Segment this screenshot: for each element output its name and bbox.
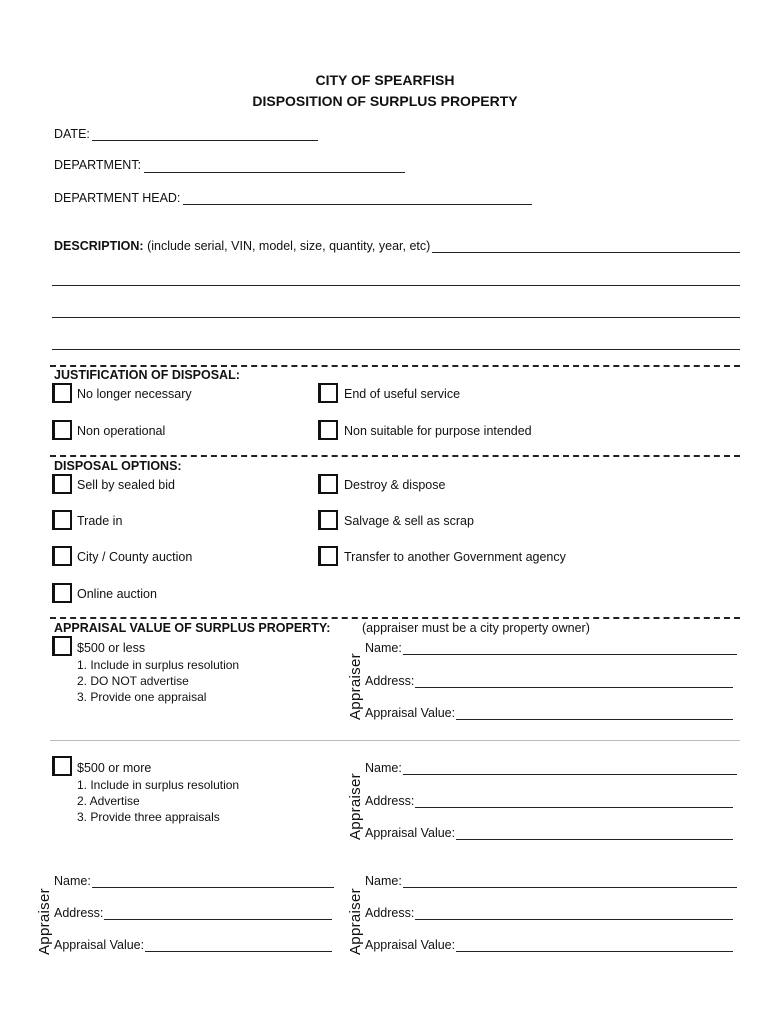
appraiser-name-field[interactable] [92,876,334,888]
form-title-city: CITY OF SPEARFISH [315,72,455,88]
description-title: DESCRIPTION: [54,239,144,253]
appraiser-address-field[interactable] [415,908,733,920]
section-divider [50,365,740,367]
disposal-heading: DISPOSAL OPTIONS: [54,459,182,473]
checkbox-500-or-less[interactable] [52,636,72,656]
appraiser-name-field[interactable] [403,876,737,888]
department-head-label: DEPARTMENT HEAD: [54,191,181,205]
appraiser-address-field[interactable] [415,676,733,688]
appraiser-address-field[interactable] [415,796,733,808]
description-line-1[interactable] [432,252,740,253]
appraiser-name-label: Name: [365,641,402,655]
option-label: Transfer to another Government agency [344,550,566,564]
checkbox-destroy-dispose[interactable] [318,474,338,494]
checkbox-non-suitable[interactable] [318,420,338,440]
department-head-field[interactable] [183,204,532,205]
description-line-3[interactable] [52,317,740,318]
appraiser-name-field[interactable] [403,763,737,775]
date-field[interactable] [92,140,318,141]
appraiser-side-label: Appraiser [347,773,364,840]
appraisal-heading: APPRAISAL VALUE OF SURPLUS PROPERTY: [54,621,331,635]
tier2-step: 2. Advertise [77,794,140,808]
appraiser-address-field[interactable] [104,908,332,920]
appraiser-name-row [365,641,737,655]
appraiser-value-row [54,938,332,952]
appraiser-address-row [365,674,733,688]
option-label: End of useful service [344,387,461,401]
tier1-label: $500 or less [77,641,146,655]
appraiser-side-label: Appraiser [347,653,364,720]
appraiser-value-label: Appraisal Value: [365,706,456,720]
description-label [54,239,430,253]
appraiser-name-label: Name: [365,761,402,775]
option-label: Salvage & sell as scrap [344,514,474,528]
appraiser-address-row [365,794,733,808]
option-label: Trade in [77,514,123,528]
date-label: DATE: [54,127,90,141]
checkbox-end-of-useful-service[interactable] [318,383,338,403]
checkbox-transfer-government[interactable] [318,546,338,566]
checkbox-trade-in[interactable] [52,510,72,530]
appraiser-side-label: Appraiser [347,888,364,955]
tier1-step: 3. Provide one appraisal [77,690,207,704]
appraiser-name-row [365,874,737,888]
description-line-2[interactable] [52,285,740,286]
appraiser-value-label: Appraisal Value: [365,826,456,840]
appraiser-address-label: Address: [365,794,415,808]
appraiser-address-label: Address: [54,906,104,920]
department-field[interactable] [144,172,405,173]
appraiser-value-field[interactable] [456,708,733,720]
option-label: Destroy & dispose [344,478,446,492]
appraiser-name-label: Name: [54,874,91,888]
description-line-4[interactable] [52,349,740,350]
tier2-step: 3. Provide three appraisals [77,810,220,824]
option-label: Sell by sealed bid [77,478,175,492]
appraiser-address-row [365,906,733,920]
appraiser-name-label: Name: [365,874,402,888]
appraiser-value-row [365,938,733,952]
appraiser-name-row [365,761,737,775]
appraiser-side-label: Appraiser [36,888,53,955]
appraiser-value-row [365,826,733,840]
appraiser-value-row [365,706,733,720]
appraiser-address-row [54,906,332,920]
checkbox-salvage-scrap[interactable] [318,510,338,530]
section-divider [50,455,740,457]
form-title-disposition: DISPOSITION OF SURPLUS PROPERTY [252,93,518,109]
tier2-label: $500 or more [77,761,152,775]
option-label: Non suitable for purpose intended [344,424,532,438]
checkbox-online-auction[interactable] [52,583,72,603]
appraiser-value-field[interactable] [145,940,332,952]
tier1-step: 1. Include in surplus resolution [77,658,240,672]
section-divider [50,617,740,619]
appraisal-note: (appraiser must be a city property owner) [362,621,590,635]
appraiser-name-row [54,874,334,888]
option-label: City / County auction [77,550,193,564]
appraiser-address-label: Address: [365,906,415,920]
department-label: DEPARTMENT: [54,158,142,172]
checkbox-non-operational[interactable] [52,420,72,440]
justification-heading: JUSTIFICATION OF DISPOSAL: [54,368,240,382]
option-label: No longer necessary [77,387,192,401]
tier-separator [50,740,740,741]
checkbox-city-county-auction[interactable] [52,546,72,566]
tier1-step: 2. DO NOT advertise [77,674,189,688]
appraiser-value-label: Appraisal Value: [365,938,456,952]
checkbox-sealed-bid[interactable] [52,474,72,494]
description-hint: (include serial, VIN, model, size, quantity, year, etc) [143,239,431,253]
checkbox-no-longer-necessary[interactable] [52,383,72,403]
tier2-step: 1. Include in surplus resolution [77,778,240,792]
option-label: Non operational [77,424,166,438]
appraiser-value-field[interactable] [456,940,733,952]
checkbox-500-or-more[interactable] [52,756,72,776]
appraiser-value-field[interactable] [456,828,733,840]
appraiser-address-label: Address: [365,674,415,688]
appraiser-name-field[interactable] [403,643,737,655]
option-label: Online auction [77,587,157,601]
appraiser-value-label: Appraisal Value: [54,938,145,952]
